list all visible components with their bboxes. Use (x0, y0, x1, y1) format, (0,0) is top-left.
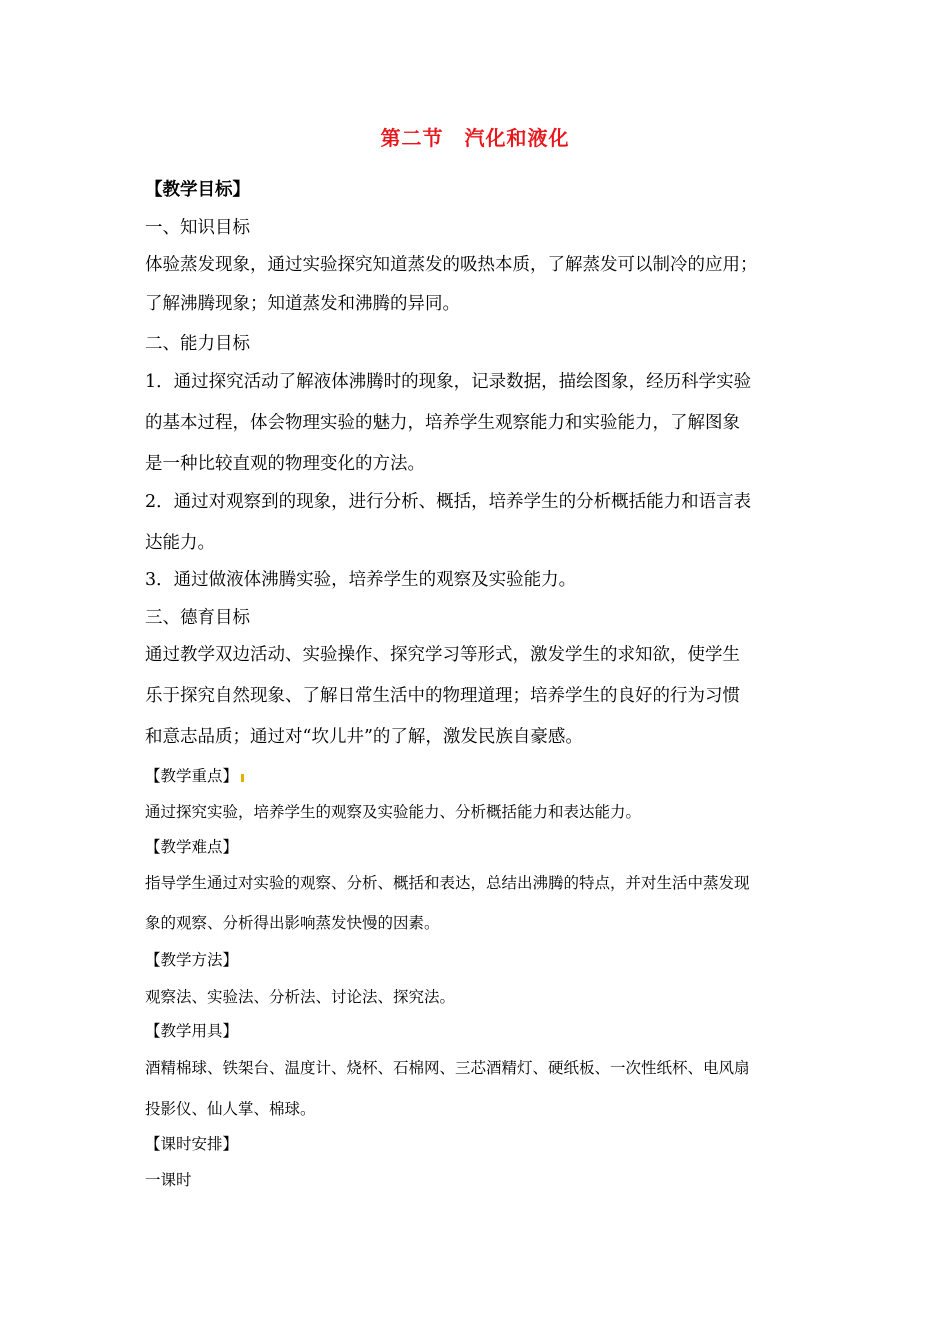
paragraph-line: 观察法、实验法、分析法、讨论法、探究法。 (145, 988, 456, 1006)
paragraph-line: 体验蒸发现象，通过实验探究知道蒸发的吸热本质，了解蒸发可以制冷的应用； (145, 255, 758, 275)
cursor-mark (241, 774, 244, 782)
heading-key-points-text: 【教学重点】 (145, 767, 239, 785)
document-title: 第二节 汽化和液化 (380, 126, 570, 150)
heading-teaching-goals: 【教学目标】 (145, 180, 250, 200)
paragraph-line: 象的观察、分析得出影响蒸发快慢的因素。 (145, 914, 440, 932)
paragraph-line: 是一种比较直观的物理变化的方法。 (145, 454, 425, 474)
paragraph-line: 达能力。 (145, 533, 215, 553)
subheading-ability-goals: 二、能力目标 (145, 334, 250, 354)
paragraph-line: 的基本过程，体会物理实验的魅力，培养学生观察能力和实验能力，了解图象 (145, 413, 740, 433)
paragraph-line: 通过探究实验，培养学生的观察及实验能力、分析概括能力和表达能力。 (145, 803, 642, 821)
heading-schedule: 【课时安排】 (145, 1135, 239, 1153)
paragraph-line: 2．通过对观察到的现象，进行分析、概括，培养学生的分析概括能力和语言表 (145, 492, 752, 512)
heading-teaching-tools: 【教学用具】 (145, 1022, 239, 1040)
heading-teaching-methods: 【教学方法】 (145, 951, 239, 969)
paragraph-line: 3．通过做液体沸腾实验，培养学生的观察及实验能力。 (145, 570, 577, 590)
paragraph-line: 1．通过探究活动了解液体沸腾时的现象，记录数据，描绘图象，经历科学实验 (145, 372, 752, 392)
paragraph-line: 通过教学双边活动、实验操作、探究学习等形式，激发学生的求知欲，使学生 (145, 645, 740, 665)
paragraph-line: 和意志品质；通过对“坎儿井”的了解，激发民族自豪感。 (145, 727, 583, 747)
heading-difficulties: 【教学难点】 (145, 838, 239, 856)
paragraph-line: 乐于探究自然现象、了解日常生活中的物理道理；培养学生的良好的行为习惯 (145, 686, 740, 706)
subheading-moral-goals: 三、德育目标 (145, 608, 250, 628)
paragraph-line: 了解沸腾现象；知道蒸发和沸腾的异同。 (145, 294, 460, 314)
paragraph-line: 投影仪、仙人掌、棉球。 (145, 1100, 316, 1118)
subheading-knowledge-goals: 一、知识目标 (145, 218, 250, 238)
paragraph-line: 酒精棉球、铁架台、温度计、烧杯、石棉网、三芯酒精灯、硬纸板、一次性纸杯、电风扇 (145, 1059, 750, 1077)
heading-key-points (145, 764, 815, 786)
paragraph-line: 一课时 (145, 1171, 192, 1189)
paragraph-line: 指导学生通过对实验的观察、分析、概括和表达，总结出沸腾的特点，并对生活中蒸发现 (145, 874, 750, 892)
